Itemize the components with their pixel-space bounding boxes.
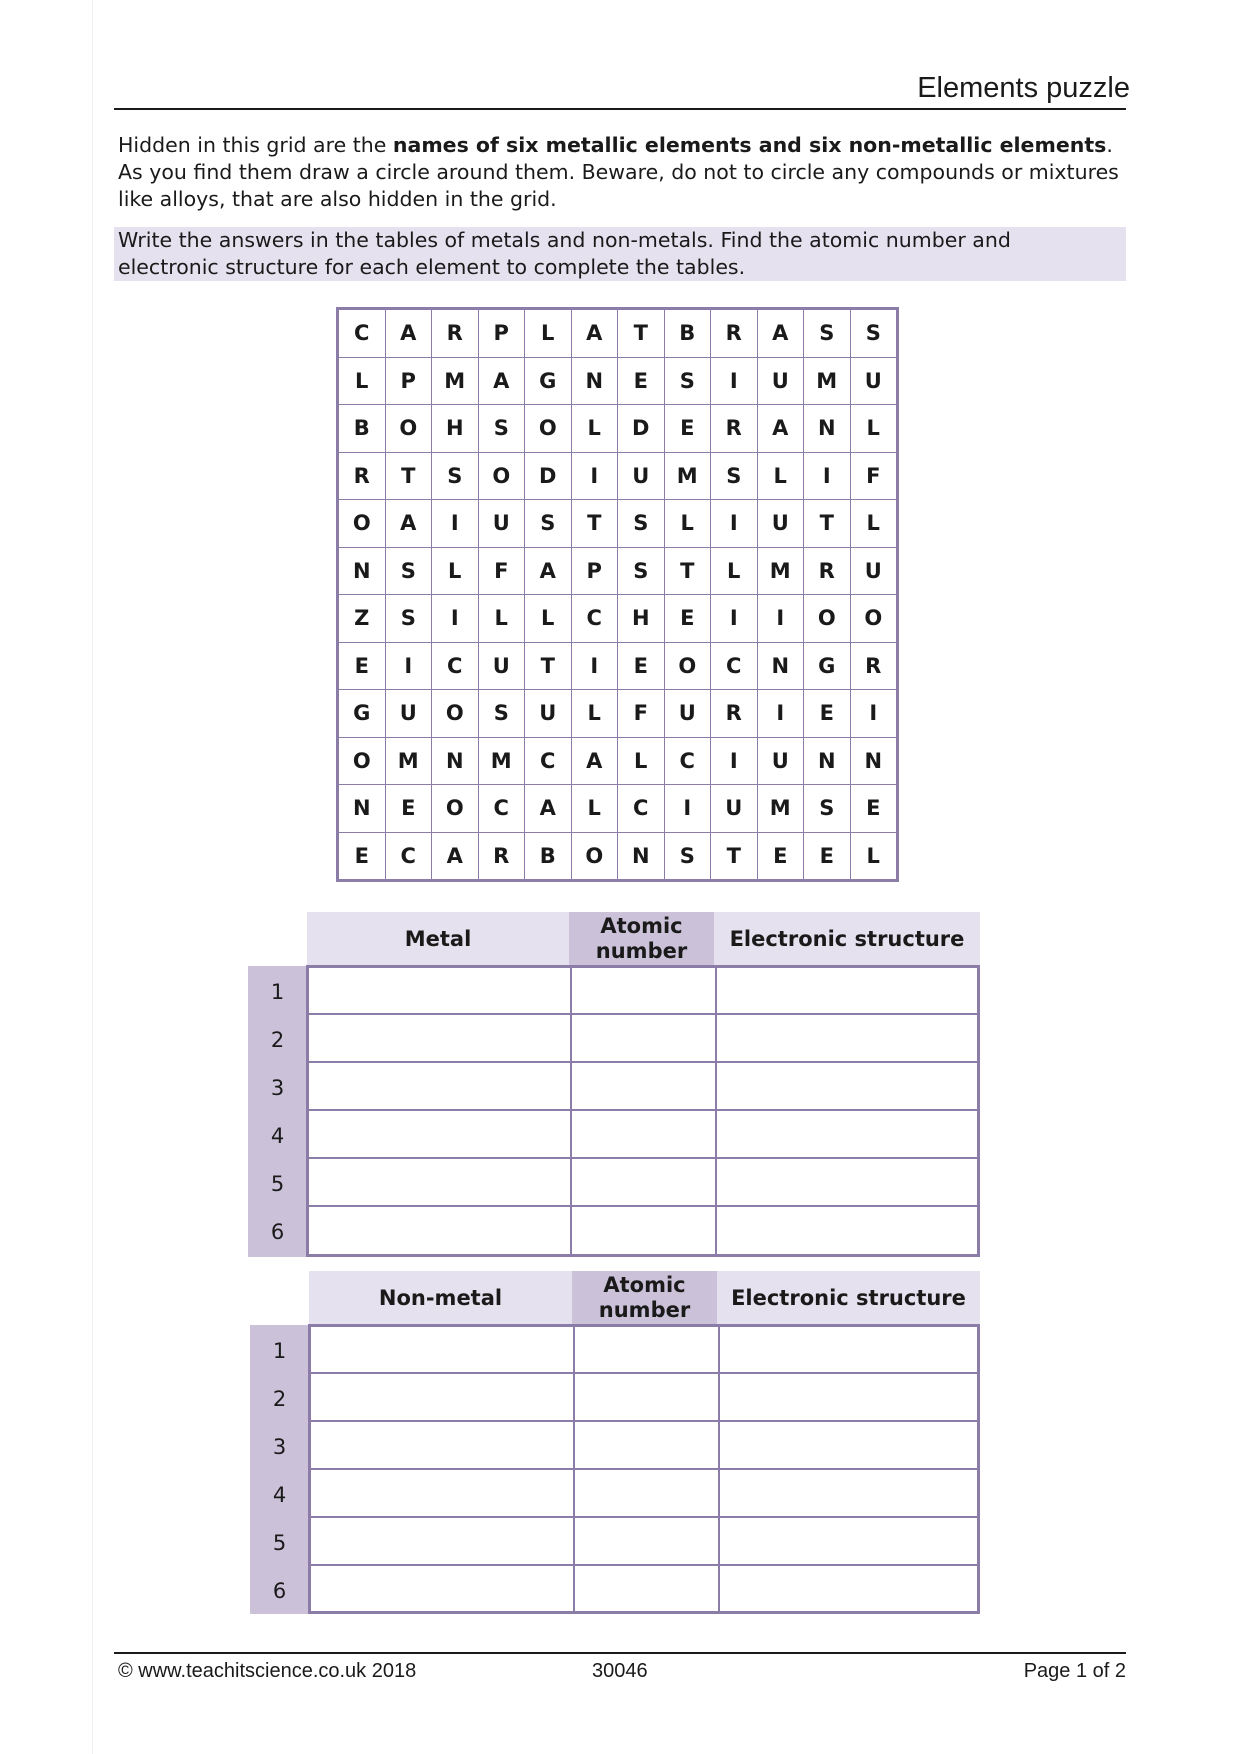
grid-letter-cell[interactable]: R bbox=[804, 547, 851, 595]
grid-letter-cell[interactable]: A bbox=[757, 405, 804, 453]
grid-letter-cell[interactable]: G bbox=[804, 642, 851, 690]
row-divider bbox=[311, 1420, 977, 1422]
row-number: 1 bbox=[270, 980, 285, 1004]
grid-letter-cell[interactable]: N bbox=[432, 737, 479, 785]
grid-letter-cell[interactable]: S bbox=[850, 309, 898, 358]
grid-row bbox=[338, 737, 898, 785]
row-divider bbox=[309, 1205, 977, 1207]
grid-letter-cell[interactable]: E bbox=[338, 832, 386, 881]
grid-letter-cell[interactable]: S bbox=[664, 357, 711, 405]
grid-letter-cell[interactable]: S bbox=[385, 595, 432, 643]
grid-letter-cell[interactable]: T bbox=[618, 309, 665, 358]
grid-letter-cell[interactable]: I bbox=[804, 452, 851, 500]
grid-letter-cell[interactable]: T bbox=[385, 452, 432, 500]
footer-rule bbox=[114, 1652, 1126, 1654]
grid-letter-cell[interactable]: F bbox=[478, 547, 525, 595]
grid-row bbox=[338, 832, 898, 881]
grid-letter-cell[interactable]: C bbox=[385, 832, 432, 881]
grid-letter-cell[interactable]: R bbox=[850, 642, 898, 690]
row-divider bbox=[311, 1468, 977, 1470]
row-divider bbox=[311, 1564, 977, 1566]
grid-letter-cell[interactable]: I bbox=[711, 357, 758, 405]
grid-letter-cell[interactable]: C bbox=[478, 785, 525, 833]
grid-letter-cell[interactable]: I bbox=[757, 595, 804, 643]
grid-letter-cell[interactable]: L bbox=[571, 690, 618, 738]
row-number: 1 bbox=[272, 1339, 287, 1363]
row-divider bbox=[311, 1372, 977, 1374]
grid-letter-cell[interactable]: C bbox=[664, 737, 711, 785]
grid-letter-cell[interactable]: T bbox=[711, 832, 758, 881]
grid-letter-cell[interactable]: T bbox=[804, 500, 851, 548]
grid-letter-cell[interactable]: I bbox=[711, 500, 758, 548]
grid-letter-cell[interactable]: O bbox=[804, 595, 851, 643]
grid-letter-cell[interactable]: L bbox=[618, 737, 665, 785]
row-number-column bbox=[250, 1325, 309, 1614]
grid-row bbox=[338, 595, 898, 643]
atomic-number-header-cell bbox=[572, 1271, 717, 1325]
grid-letter-cell[interactable]: S bbox=[664, 832, 711, 881]
grid-letter-cell[interactable]: B bbox=[664, 309, 711, 358]
grid-letter-cell[interactable]: N bbox=[571, 357, 618, 405]
grid-letter-cell[interactable]: S bbox=[804, 785, 851, 833]
row-number: 2 bbox=[272, 1387, 287, 1411]
grid-letter-cell[interactable]: H bbox=[432, 405, 479, 453]
grid-letter-cell[interactable]: R bbox=[478, 832, 525, 881]
grid-letter-cell[interactable]: U bbox=[478, 642, 525, 690]
title-rule bbox=[114, 108, 1126, 110]
grid-letter-cell[interactable]: A bbox=[385, 309, 432, 358]
footer-copyright: © www.teachitscience.co.uk 2018 bbox=[118, 1660, 417, 1682]
grid-letter-cell[interactable]: R bbox=[711, 690, 758, 738]
grid-letter-cell[interactable]: O bbox=[571, 832, 618, 881]
grid-letter-cell[interactable]: C bbox=[338, 309, 386, 358]
grid-letter-cell[interactable]: A bbox=[757, 309, 804, 358]
grid-row bbox=[338, 405, 898, 453]
grid-letter-cell[interactable]: A bbox=[385, 500, 432, 548]
grid-letter-cell[interactable]: C bbox=[618, 785, 665, 833]
metal-answer-area[interactable] bbox=[306, 965, 980, 1257]
grid-letter-cell[interactable]: L bbox=[525, 309, 572, 358]
grid-letter-cell[interactable]: F bbox=[618, 690, 665, 738]
page-edge bbox=[92, 0, 93, 1754]
grid-letter-cell[interactable]: G bbox=[338, 690, 386, 738]
row-divider bbox=[309, 1157, 977, 1159]
grid-letter-cell[interactable]: C bbox=[571, 595, 618, 643]
grid-letter-cell[interactable]: E bbox=[804, 690, 851, 738]
grid-letter-cell[interactable]: O bbox=[338, 737, 386, 785]
page-title: Elements puzzle bbox=[917, 72, 1130, 104]
row-number: 6 bbox=[272, 1579, 287, 1603]
intro-paragraph bbox=[118, 132, 1123, 213]
grid-letter-cell[interactable]: L bbox=[711, 547, 758, 595]
nonmetal-header-cell bbox=[309, 1271, 572, 1325]
grid-letter-cell[interactable]: O bbox=[525, 405, 572, 453]
grid-letter-cell[interactable]: N bbox=[850, 737, 898, 785]
grid-letter-cell[interactable]: L bbox=[338, 357, 386, 405]
grid-row bbox=[338, 642, 898, 690]
grid-letter-cell[interactable]: I bbox=[432, 500, 479, 548]
grid-letter-cell[interactable]: N bbox=[804, 405, 851, 453]
grid-letter-cell[interactable]: E bbox=[338, 642, 386, 690]
intro-bold-text: names of six metallic elements and six non-metallic elements bbox=[392, 133, 1107, 157]
grid-letter-cell[interactable]: A bbox=[571, 309, 618, 358]
row-number: 4 bbox=[272, 1483, 287, 1507]
grid-row bbox=[338, 690, 898, 738]
atomic-number-header-line1: Atomic bbox=[600, 914, 683, 938]
grid-letter-cell[interactable]: C bbox=[432, 642, 479, 690]
task-line-2: electronic structure for each element to complete the tables. bbox=[118, 255, 746, 279]
grid-letter-cell[interactable]: O bbox=[850, 595, 898, 643]
grid-letter-cell[interactable]: U bbox=[757, 357, 804, 405]
task-line-1: Write the answers in the tables of metals and non-metals. Find the atomic number and bbox=[118, 228, 1011, 252]
grid-letter-cell[interactable]: C bbox=[711, 642, 758, 690]
grid-letter-cell[interactable]: P bbox=[478, 309, 525, 358]
grid-letter-cell[interactable]: M bbox=[432, 357, 479, 405]
grid-letter-cell[interactable]: S bbox=[804, 309, 851, 358]
grid-row bbox=[338, 500, 898, 548]
grid-letter-cell[interactable]: U bbox=[850, 547, 898, 595]
grid-letter-cell[interactable]: L bbox=[850, 500, 898, 548]
grid-letter-cell[interactable]: O bbox=[432, 785, 479, 833]
intro-text-2: . As you find them draw a circle around them. Beware, do not to circle any compounds or mixtures like alloys, that are also hidden in the grid. bbox=[118, 133, 1119, 211]
row-number: 5 bbox=[270, 1172, 285, 1196]
grid-letter-cell[interactable]: L bbox=[571, 405, 618, 453]
grid-row bbox=[338, 357, 898, 405]
electronic-structure-header-cell bbox=[714, 912, 980, 966]
grid-letter-cell[interactable]: R bbox=[711, 309, 758, 358]
row-number: 6 bbox=[270, 1220, 285, 1244]
grid-letter-cell[interactable]: N bbox=[618, 832, 665, 881]
grid-letter-cell[interactable]: S bbox=[525, 500, 572, 548]
column-divider bbox=[573, 1327, 575, 1611]
grid-letter-cell[interactable]: U bbox=[711, 785, 758, 833]
grid-letter-cell[interactable]: A bbox=[525, 785, 572, 833]
grid-letter-cell[interactable]: R bbox=[338, 452, 386, 500]
atomic-number-header-line1: Atomic bbox=[603, 1273, 686, 1297]
grid-letter-cell[interactable]: B bbox=[338, 405, 386, 453]
row-divider bbox=[309, 1061, 977, 1063]
grid-letter-cell[interactable]: L bbox=[478, 595, 525, 643]
word-search-grid bbox=[336, 307, 899, 882]
electronic-structure-header-cell bbox=[717, 1271, 980, 1325]
grid-letter-cell[interactable]: P bbox=[385, 357, 432, 405]
grid-letter-cell[interactable]: I bbox=[757, 690, 804, 738]
grid-letter-cell[interactable]: D bbox=[525, 452, 572, 500]
grid-letter-cell[interactable]: E bbox=[757, 832, 804, 881]
grid-letter-cell[interactable]: E bbox=[804, 832, 851, 881]
grid-letter-cell[interactable]: U bbox=[618, 452, 665, 500]
grid-letter-cell[interactable]: I bbox=[432, 595, 479, 643]
row-number: 2 bbox=[270, 1028, 285, 1052]
grid-letter-cell[interactable]: S bbox=[478, 690, 525, 738]
row-number-column bbox=[248, 966, 307, 1257]
grid-letter-cell[interactable]: U bbox=[757, 500, 804, 548]
grid-letter-cell[interactable]: Z bbox=[338, 595, 386, 643]
grid-row bbox=[338, 547, 898, 595]
grid-letter-cell[interactable]: I bbox=[850, 690, 898, 738]
grid-letter-cell[interactable]: G bbox=[525, 357, 572, 405]
grid-letter-cell[interactable]: A bbox=[525, 547, 572, 595]
grid-letter-cell[interactable]: I bbox=[711, 737, 758, 785]
grid-letter-cell[interactable]: S bbox=[432, 452, 479, 500]
row-number: 4 bbox=[270, 1124, 285, 1148]
metal-table bbox=[248, 912, 980, 1257]
grid-letter-cell[interactable]: I bbox=[571, 642, 618, 690]
atomic-number-header-line2: number bbox=[595, 939, 688, 963]
grid-letter-cell[interactable]: L bbox=[432, 547, 479, 595]
grid-letter-cell[interactable]: A bbox=[571, 737, 618, 785]
atomic-number-header-cell bbox=[569, 912, 714, 966]
grid-letter-cell[interactable]: I bbox=[571, 452, 618, 500]
grid-letter-cell[interactable]: M bbox=[757, 547, 804, 595]
grid-letter-cell[interactable]: T bbox=[571, 500, 618, 548]
grid-letter-cell[interactable]: S bbox=[478, 405, 525, 453]
grid-letter-cell[interactable]: L bbox=[525, 595, 572, 643]
grid-letter-cell[interactable]: M bbox=[478, 737, 525, 785]
column-divider bbox=[570, 968, 572, 1254]
footer-page-number: Page 1 of 2 bbox=[1023, 1660, 1126, 1682]
grid-row bbox=[338, 785, 898, 833]
grid-letter-cell[interactable]: R bbox=[711, 405, 758, 453]
atomic-number-header-line2: number bbox=[598, 1298, 691, 1322]
grid-letter-cell[interactable]: P bbox=[571, 547, 618, 595]
grid-letter-cell[interactable]: M bbox=[664, 452, 711, 500]
grid-letter-cell[interactable]: O bbox=[664, 642, 711, 690]
row-number: 3 bbox=[270, 1076, 285, 1100]
grid-letter-cell[interactable]: N bbox=[757, 642, 804, 690]
grid-letter-cell[interactable]: O bbox=[385, 405, 432, 453]
column-divider bbox=[718, 1327, 720, 1611]
grid-letter-cell[interactable]: M bbox=[804, 357, 851, 405]
grid-letter-cell[interactable]: N bbox=[338, 547, 386, 595]
grid-letter-cell[interactable]: F bbox=[850, 452, 898, 500]
grid-letter-cell[interactable]: O bbox=[432, 690, 479, 738]
grid-letter-cell[interactable]: L bbox=[850, 405, 898, 453]
metal-header-cell bbox=[307, 912, 569, 966]
nonmetal-header: Non-metal bbox=[378, 1285, 503, 1310]
row-divider bbox=[309, 1013, 977, 1015]
metal-header: Metal bbox=[404, 926, 472, 951]
grid-letter-cell[interactable]: S bbox=[711, 452, 758, 500]
grid-letter-cell[interactable]: N bbox=[804, 737, 851, 785]
atomic-number-header bbox=[596, 914, 687, 964]
row-number: 5 bbox=[272, 1531, 287, 1555]
grid-letter-cell[interactable]: O bbox=[478, 452, 525, 500]
row-divider bbox=[311, 1516, 977, 1518]
grid-row bbox=[338, 452, 898, 500]
row-divider bbox=[309, 1109, 977, 1111]
intro-text-1: Hidden in this grid are the bbox=[118, 133, 393, 157]
grid-letter-cell[interactable]: E bbox=[618, 642, 665, 690]
grid-letter-cell[interactable]: L bbox=[850, 832, 898, 881]
task-box bbox=[114, 227, 1126, 281]
grid-letter-cell[interactable]: C bbox=[525, 737, 572, 785]
grid-letter-cell[interactable]: U bbox=[664, 690, 711, 738]
row-number: 3 bbox=[272, 1435, 287, 1459]
grid-letter-cell[interactable]: U bbox=[757, 737, 804, 785]
grid-letter-cell[interactable]: S bbox=[618, 547, 665, 595]
grid-letter-cell[interactable]: T bbox=[525, 642, 572, 690]
grid-letter-cell[interactable]: M bbox=[757, 785, 804, 833]
grid-letter-cell[interactable]: S bbox=[618, 500, 665, 548]
grid-letter-cell[interactable]: B bbox=[525, 832, 572, 881]
grid-letter-cell[interactable]: E bbox=[664, 595, 711, 643]
grid-letter-cell[interactable]: L bbox=[757, 452, 804, 500]
grid-letter-cell[interactable]: E bbox=[385, 785, 432, 833]
grid-letter-cell[interactable]: I bbox=[385, 642, 432, 690]
grid-letter-cell[interactable]: R bbox=[432, 309, 479, 358]
grid-letter-cell[interactable]: T bbox=[664, 547, 711, 595]
grid-letter-cell[interactable]: A bbox=[478, 357, 525, 405]
electronic-structure-header: Electronic structure bbox=[731, 1285, 966, 1310]
grid-letter-cell[interactable]: D bbox=[618, 405, 665, 453]
grid-letter-cell[interactable]: L bbox=[664, 500, 711, 548]
grid-letter-cell[interactable]: I bbox=[664, 785, 711, 833]
grid-letter-cell[interactable]: E bbox=[618, 357, 665, 405]
grid-letter-cell[interactable]: U bbox=[385, 690, 432, 738]
grid-letter-cell[interactable]: E bbox=[850, 785, 898, 833]
atomic-number-header bbox=[599, 1273, 690, 1323]
nonmetal-answer-area[interactable] bbox=[308, 1324, 980, 1614]
grid-letter-cell[interactable]: U bbox=[850, 357, 898, 405]
nonmetal-table bbox=[250, 1271, 980, 1614]
grid-letter-cell[interactable]: N bbox=[338, 785, 386, 833]
grid-letter-cell[interactable]: A bbox=[432, 832, 479, 881]
column-divider bbox=[715, 968, 717, 1254]
footer-resource-code: 30046 bbox=[592, 1660, 648, 1682]
grid-letter-cell[interactable]: I bbox=[711, 595, 758, 643]
grid-letter-cell[interactable]: E bbox=[664, 405, 711, 453]
grid-letter-cell[interactable]: L bbox=[571, 785, 618, 833]
electronic-structure-header: Electronic structure bbox=[729, 926, 965, 951]
grid-letter-cell[interactable]: U bbox=[525, 690, 572, 738]
grid-letter-cell[interactable]: S bbox=[385, 547, 432, 595]
grid-letter-cell[interactable]: M bbox=[385, 737, 432, 785]
grid-letter-cell[interactable]: H bbox=[618, 595, 665, 643]
grid-letter-cell[interactable]: U bbox=[478, 500, 525, 548]
grid-row bbox=[338, 309, 898, 358]
grid-letter-cell[interactable]: O bbox=[338, 500, 386, 548]
